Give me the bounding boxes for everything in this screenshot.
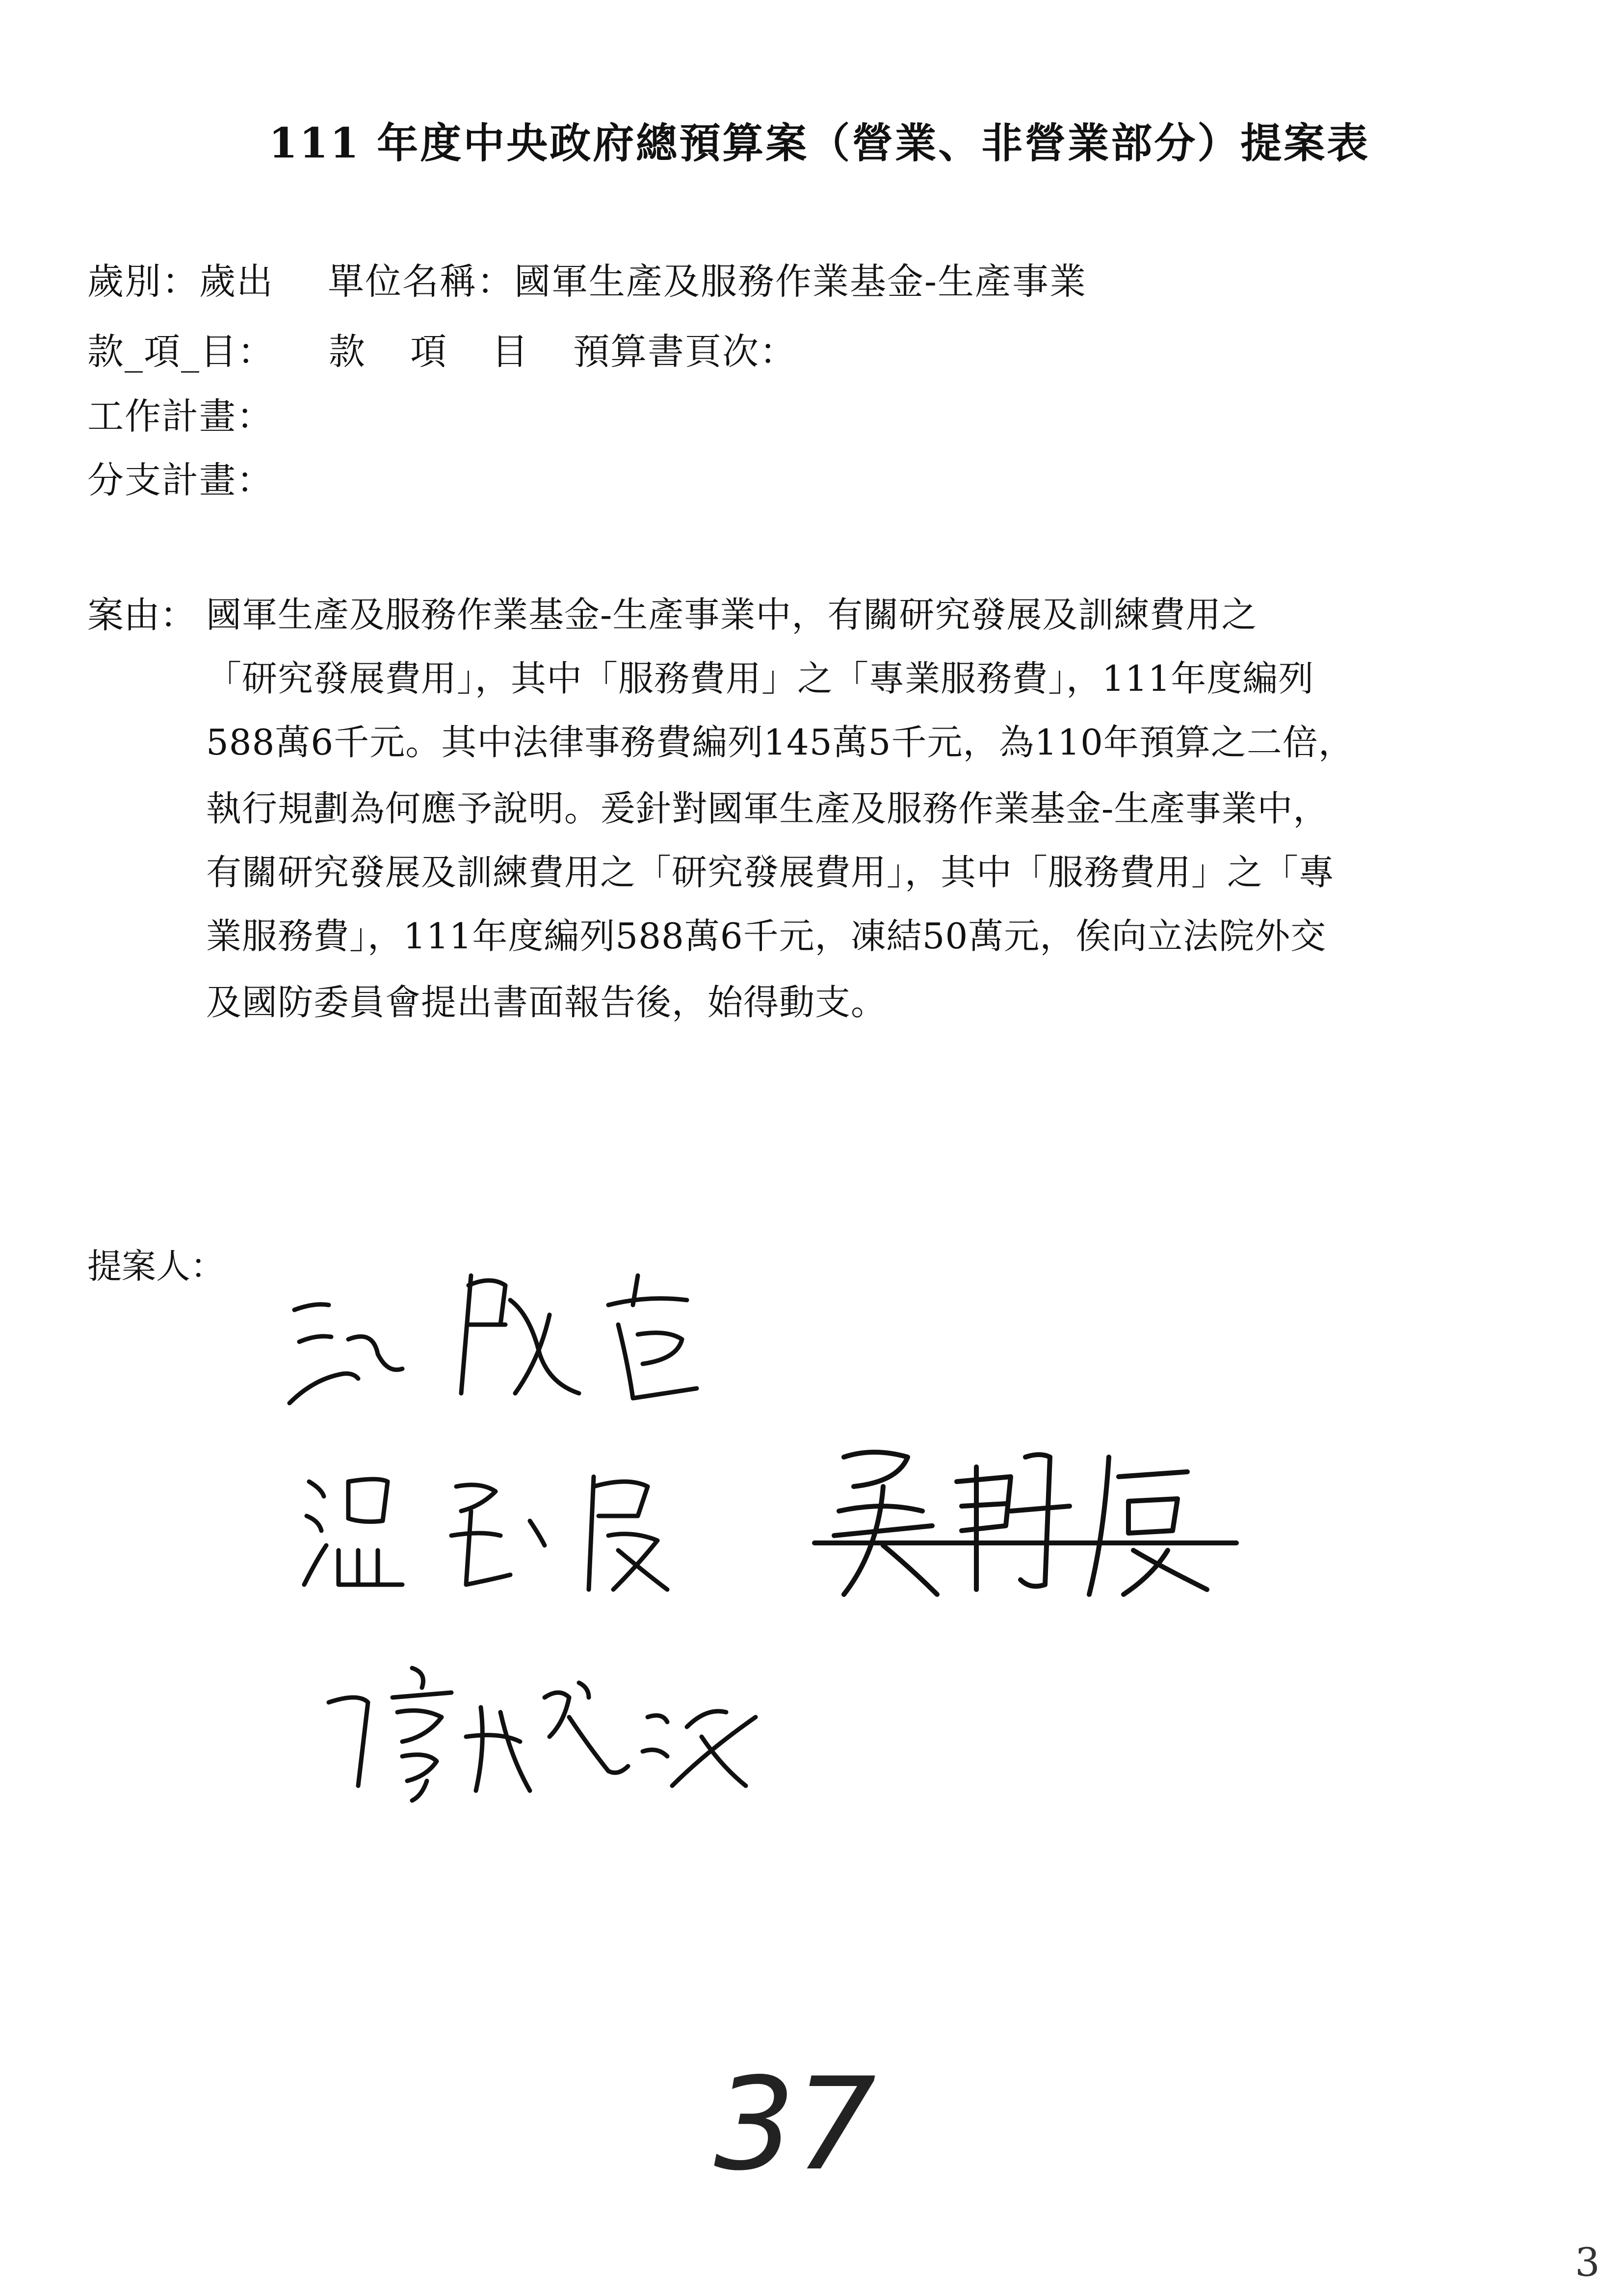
budget-page-field: 預算書頁次： (573, 331, 797, 373)
signature-4 (314, 1658, 785, 1805)
year-category-field: 歲別：歲出 (87, 261, 274, 303)
branch-plan-field: 分支計畫： (87, 459, 274, 501)
item-sub-mu: 目 (492, 331, 529, 373)
item-sub-kuan: 款 (329, 331, 366, 373)
reason-line: 有關研究發展及訓練費用之「研究發展費用」，其中「服務費用」之「專 (206, 852, 1335, 893)
signature-1 (275, 1256, 756, 1413)
signature-2 (294, 1462, 775, 1604)
reason-line: 執行規劃為何應予說明。爰針對國軍生產及服務作業基金-生產事業中， (206, 788, 1329, 829)
reason-line: 「研究發展費用」，其中「服務費用」之「專業服務費」，111年度編列 (206, 658, 1314, 699)
proposer-label: 提案人： (87, 1246, 225, 1286)
signature-3 (814, 1437, 1246, 1614)
reason-line: 588萬6千元。其中法律事務費編列145萬5千元，為110年預算之二倍， (206, 722, 1354, 763)
item-row (87, 323, 797, 375)
unit-name-field: 單位名稱：國軍生產及服務作業基金-生產事業 (328, 261, 1087, 303)
corner-page-mark: 3 (1575, 2240, 1600, 2285)
item-label: 款_項_目： (87, 331, 275, 373)
reason-line: 及國防委員會提出書面報告後，始得動支。 (206, 982, 887, 1023)
page-title: 111 年度中央政府總預算案（營業、非營業部分）提案表 (268, 119, 1370, 167)
item-sub-xiang: 項 (410, 331, 447, 373)
work-plan-field: 工作計畫： (87, 395, 274, 438)
reason-label: 案由： (87, 594, 196, 636)
handwritten-page-number: 37 (714, 2051, 876, 2199)
reason-line: 國軍生產及服務作業基金-生產事業中，有關研究發展及訓練費用之 (206, 594, 1257, 635)
year-category-row (87, 253, 1087, 305)
reason-line: 業服務費」，111年度編列588萬6千元，凍結50萬元，俟向立法院外交 (206, 915, 1327, 957)
